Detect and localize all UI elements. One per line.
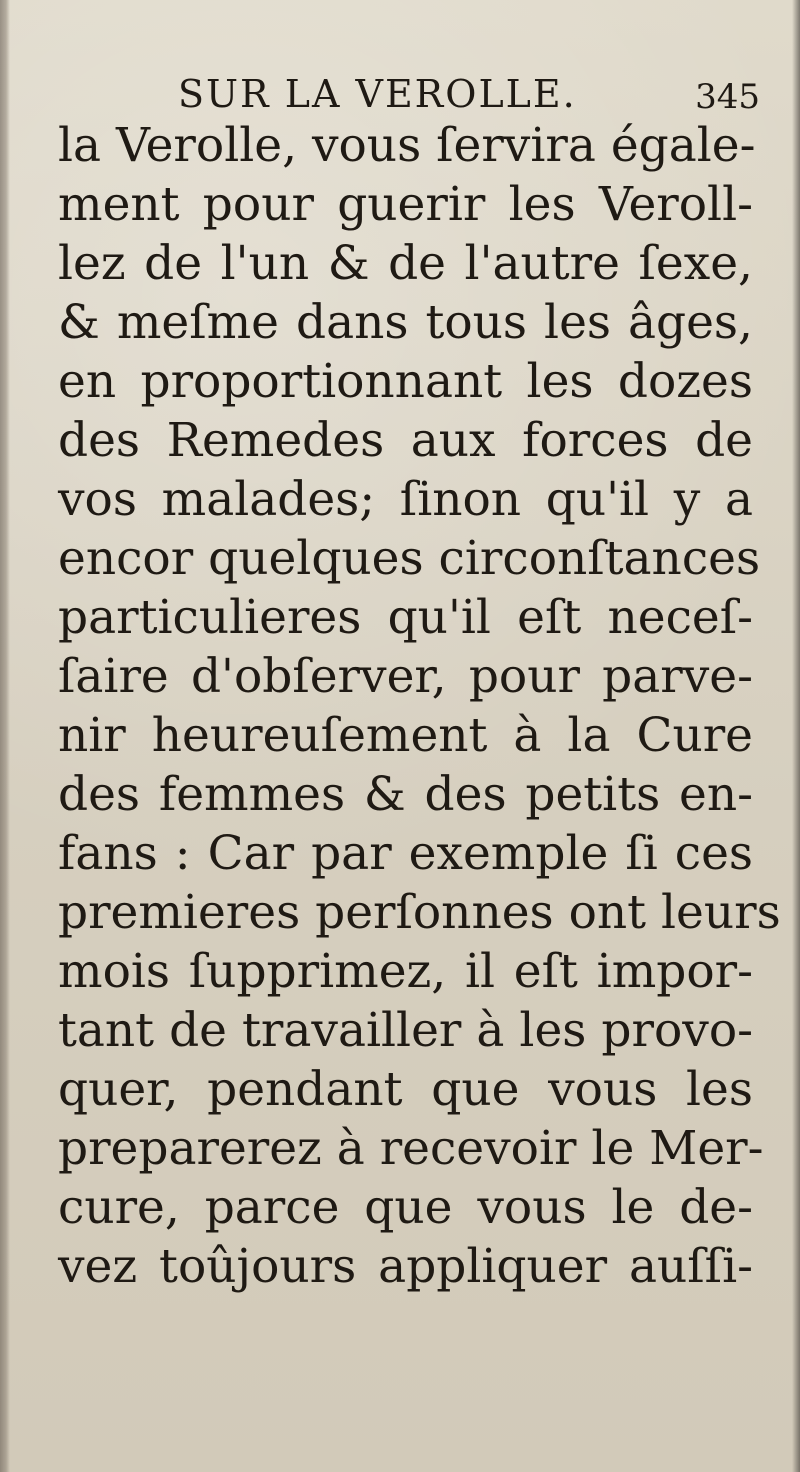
running-head [60, 72, 770, 116]
running-title: SUR LA VEROLLE. [178, 72, 577, 116]
text-line-16: tant de travailler à les provo- [58, 1003, 753, 1058]
text-line-8: encor quelques circonſtances [58, 531, 761, 586]
text-line-11: nir heureuſement à la Cure [58, 708, 753, 763]
text-line-14: premieres perſonnes ont leurs [58, 885, 781, 940]
text-line-3: lez de l'un & de l'autre ſexe, [58, 236, 753, 291]
text-line-19: cure, parce que vous le de- [58, 1180, 753, 1235]
text-line-13: fans : Car par exemple ſi ces [58, 826, 753, 881]
text-line-18: preparerez à recevoir le Mer- [58, 1121, 764, 1176]
text-line-10: ſaire d'obſerver, pour parve- [58, 649, 753, 704]
page-number: 345 [695, 77, 760, 117]
text-line-6: des Remedes aux forces de [58, 413, 753, 468]
body-text [58, 116, 781, 1296]
text-line-15: mois ſupprimez, il eſt impor- [58, 944, 753, 999]
text-line-5: en proportionnant les dozes [58, 354, 753, 409]
text-line-1: la Verolle, vous ſervira égale- [58, 118, 756, 173]
text-line-4: & meſme dans tous les âges, [58, 295, 753, 350]
text-line-17: quer, pendant que vous les [58, 1062, 753, 1117]
text-line-20: vez toûjours appliquer auſſi- [58, 1239, 753, 1294]
text-line-2: ment pour guerir les Veroll- [58, 177, 753, 232]
text-line-12: des femmes & des petits en- [58, 767, 753, 822]
text-line-9: particulieres qu'il eſt neceſ- [58, 590, 753, 645]
text-line-7: vos malades; ſinon qu'il y a [58, 472, 753, 527]
